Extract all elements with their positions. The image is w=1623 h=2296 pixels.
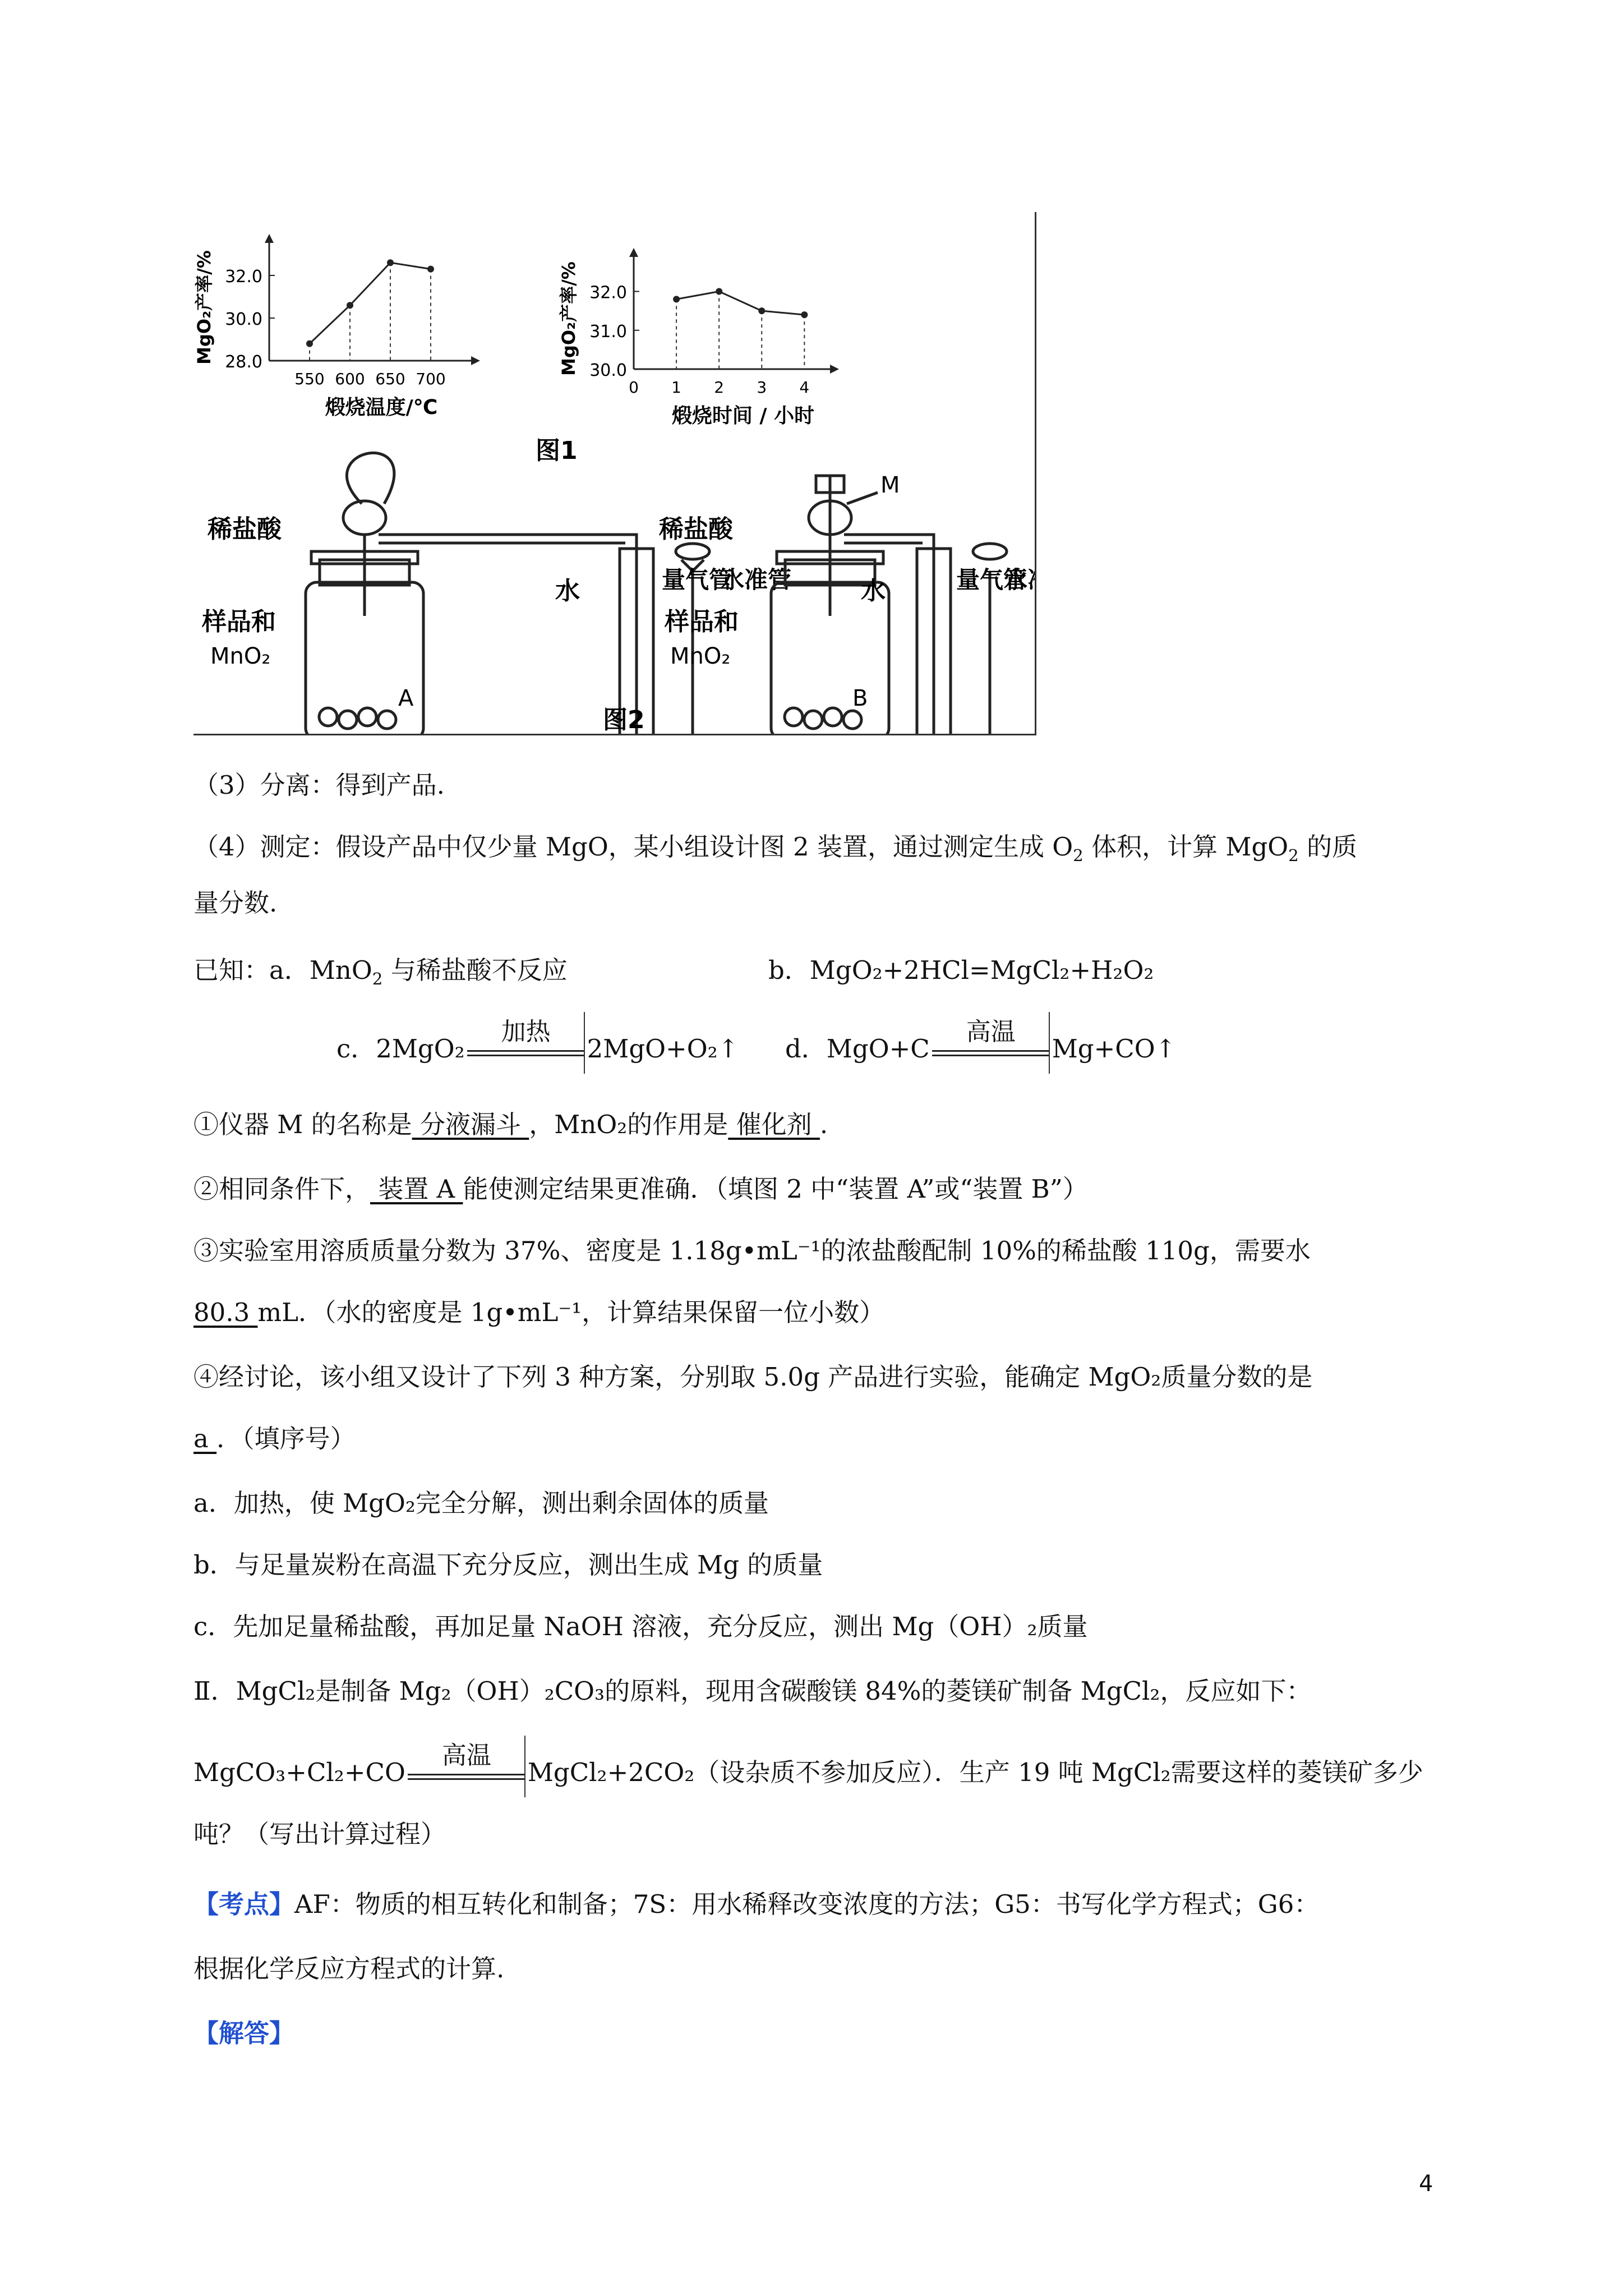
jieda-tag: 【解答】 [193,2018,295,2048]
y-tick-label: 32.0 [225,267,262,287]
option-a: a．加热，使 MgO₂完全分解，测出剩余固体的质量 [193,1488,769,1518]
kaodian-line1: 【考点】AF：物质的相互转化和制备；7S：用水稀释改变浓度的方法；G5：书写化学方程式；G6： [193,1889,1320,1919]
data-point [347,302,353,309]
page-number: 4 [1419,2171,1433,2197]
known-b: b．MgO₂+2HCl=MgCl₂+H₂O₂ [768,955,1154,985]
x-axis-arrow [471,356,480,365]
data-point [801,311,808,318]
fig2-label: 图2 [603,706,645,734]
x-tick-label: 3 [757,378,767,397]
para-4-line2: 量分数. [193,888,278,918]
series-line [310,263,431,343]
level-tube-label-b: 水 [1004,566,1028,593]
label-b: B [852,685,868,711]
known-c: c．2MgO₂ 加热 2MgO+O₂↑ [336,1032,739,1068]
question-3-line1: ③实验室用溶质质量分数为 37%、密度是 1.18g•mL⁻¹的浓盐酸配制 10%的稀盐酸 110g，需要水 [193,1236,1311,1266]
answer-funnel: 分液漏斗 [412,1110,529,1139]
data-point [673,296,680,302]
fig1-label: 图1 [536,436,578,465]
para-3: （3）分离：得到产品. [193,770,445,800]
series-line [676,292,804,315]
para-4-line1: （4）测定：假设产品中仅少量 MgO，某小组设计图 2 装置，通过测定生成 $O_2$ 体积，计算 MgO$_2$ 的质 [193,832,1358,865]
y-tick-label: 28.0 [225,352,262,372]
x-axis-arrow [830,365,839,374]
sample-label-b-1: 样品和 [665,608,739,636]
acid-label-a: 稀盐酸 [208,515,282,544]
x-tick-label: 700 [416,370,446,388]
y-tick-label: 30.0 [225,310,262,329]
option-c: c．先加足量稀盐酸，再加足量 NaOH 溶液，充分反应，测出 Mg（OH）₂质量 [193,1612,1088,1641]
chart-calcination-time [558,248,839,427]
high-temp-condition: 高温 [932,1034,1050,1068]
chart-calcination-temperature [193,234,480,419]
y-tick-label: 31.0 [589,321,627,342]
y-axis-title: MgO₂产率/% [558,261,579,376]
y-axis-arrow [265,234,274,243]
x-tick-label: 1 [671,378,682,397]
acid-label-b: 稀盐酸 [659,515,733,544]
answer-water-volume: 80.3 [193,1297,258,1327]
x-axis-title: 煅烧温度/℃ [325,396,438,419]
answer-device-a: 装置 A [370,1174,463,1204]
data-point [758,307,765,314]
y-tick-label: 30.0 [589,361,627,380]
x-tick-label: 4 [799,378,810,397]
heating-condition: 加热 [467,1034,585,1068]
question-4-line1: ④经讨论，该小组又设计了下列 3 种方案，分别取 5.0g 产品进行实验，能确定 MgO₂质量分数的是 [193,1362,1313,1392]
sample-label-a-1: 样品和 [202,608,276,636]
gas-tube-a: 量气管 [662,566,733,593]
question-2: ②相同条件下， 装置 A 能使测定结果更准确．（填图 2 中“装置 A”或“装置 B”） [193,1174,1088,1204]
data-point [306,341,313,347]
x-tick-label: 0 [629,378,639,397]
question-1: ①仪器 M 的名称是 分液漏斗 ，MnO₂的作用是 催化剂 . [193,1110,828,1139]
sample-label-a-2: MnO₂ [210,643,271,669]
figure-panel [193,212,1036,735]
question-3-line2: 80.3 mL．（水的密度是 1g•mL⁻¹，计算结果保留一位小数） [193,1297,885,1327]
x-tick-label: 2 [714,378,725,397]
high-temp-condition-2: 高温 [408,1758,525,1792]
data-point [387,259,394,266]
apparatus-a [306,453,709,734]
part-2-line2: MgCO₃+Cl₂+CO 高温 MgCl₂+2CO₂（设杂质不参加反应）．生产 19 吨 MgCl₂需要这样的菱镁矿多少 [193,1756,1423,1792]
y-axis-arrow [629,248,638,257]
y-axis-title: MgO₂产率/% [193,250,215,365]
gas-tube-label-b: 量气管 [956,566,1027,593]
answer-option: a [193,1424,217,1453]
part-2-line3: 吨？（写出计算过程） [193,1819,446,1849]
part-2-line1: Ⅱ．MgCl₂是制备 Mg₂（OH）₂CO₃的原料，现用含碳酸镁 84%的菱镁矿制备 MgCl₂，反应如下： [193,1676,1312,1706]
figure-svg [193,212,1035,734]
x-tick-label: 650 [375,370,405,388]
question-4-line2: a ．（填序号） [193,1424,356,1453]
x-tick-label: 600 [335,370,365,388]
data-point [427,266,434,273]
known-d: d．MgO+C 高温 Mg+CO↑ [785,1032,1176,1068]
option-b: b．与足量炭粉在高温下充分反应，测出生成 Mg 的质量 [193,1550,823,1580]
kaodian-line2: 根据化学反应方程式的计算. [193,1954,505,1984]
water-label-b: 水 [861,577,886,605]
answer-catalyst: 催化剂 [728,1110,820,1139]
level-tube-label-a: 水准管 [721,566,792,593]
y-tick-label: 32.0 [589,283,627,303]
label-m: M [880,472,900,498]
x-tick-label: 550 [294,370,325,388]
water-label-a: 水 [555,577,580,605]
label-a: A [398,685,414,711]
data-point [716,288,722,295]
kaodian-tag: 【考点】 [193,1889,295,1919]
x-axis-title: 煅烧时间 / 小时 [671,404,815,427]
known-a: 已知：a．MnO$_2$ 与稀盐酸不反应 [193,955,568,988]
apparatus-b [771,476,1007,734]
sample-label-b-2: MnO₂ [670,643,731,669]
